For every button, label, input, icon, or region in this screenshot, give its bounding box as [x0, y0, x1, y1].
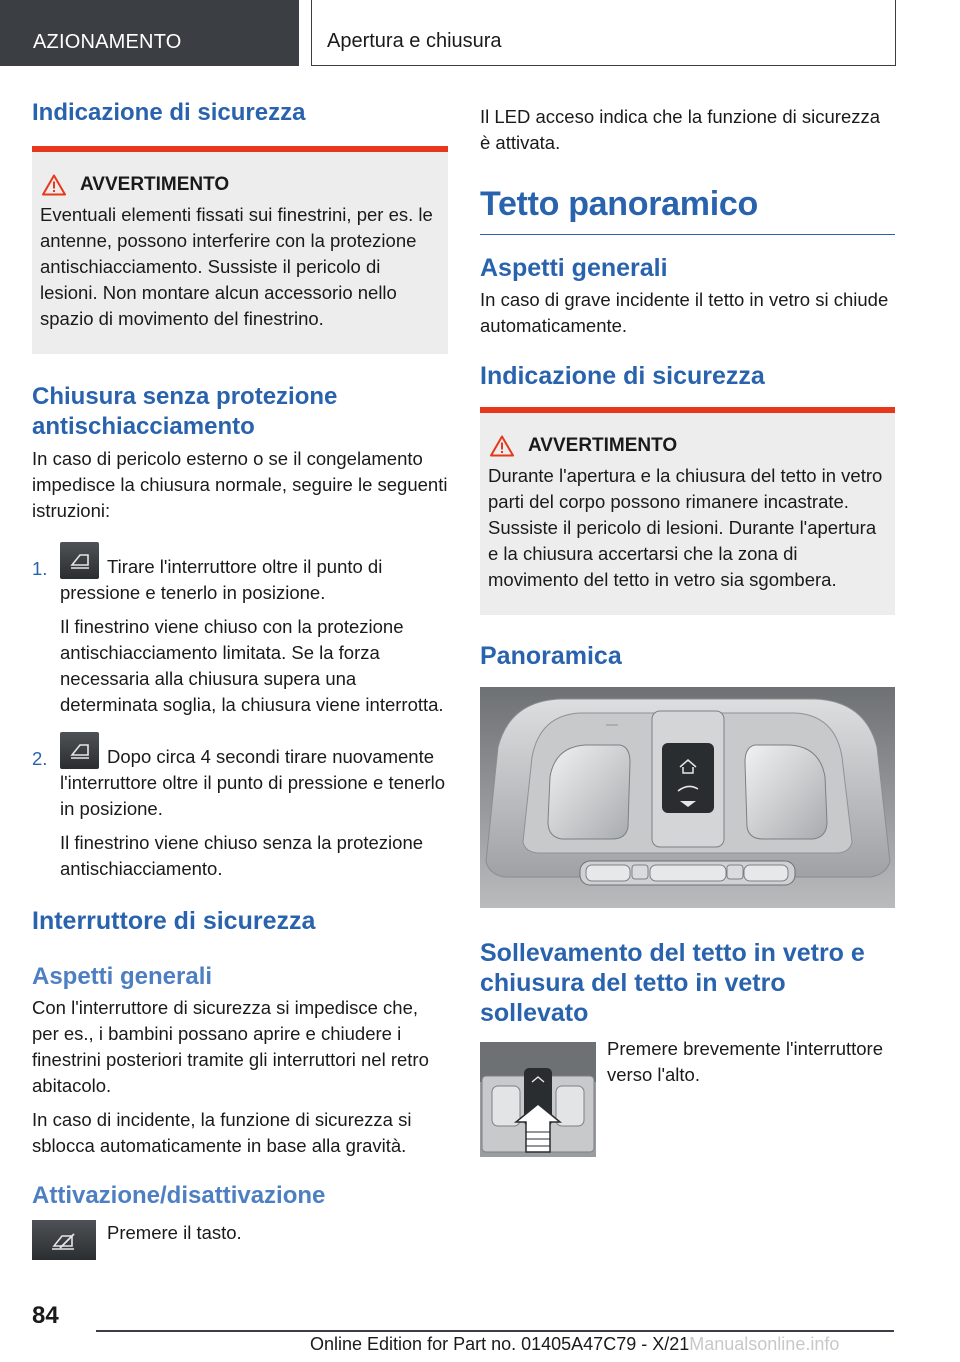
- chapter-tab: [311, 0, 896, 66]
- warning-text: Eventuali elementi fissati sui finestrini, per es. le antenne, possono interferire con la protezione antischiacciamento. Sussiste il pericolo di lesioni. Non montare alcun accessorio nello spazio di movimento del finestrino.: [40, 204, 433, 329]
- heading-attivazione: Attivazione/disattivazione: [32, 1182, 326, 1209]
- heading-tetto: Tetto panoramico: [480, 184, 895, 235]
- roof-console-photo: [480, 687, 895, 908]
- steps-list: [32, 542, 448, 882]
- warning-text: Durante l'apertura e la chiusura del tetto in vetro parti del corpo possono rimanere incastrate. Sussiste il pericolo di lesioni. Durante l'apertura e la chiusura accertarsi che la zona di movimento del tetto in vetro sia sgombera.: [488, 465, 883, 590]
- heading-interruttore: Interruttore di sicurezza: [32, 907, 316, 935]
- page-number: 84: [32, 1302, 59, 1329]
- step-result: Il finestrino viene chiuso senza la protezione antischiacciamento.: [60, 832, 424, 879]
- heading-aspetti: Aspetti generali: [32, 963, 213, 990]
- warning-box: [32, 146, 448, 354]
- window-switch-icon: [60, 732, 99, 769]
- chapter-label: Apertura e chiusura: [327, 30, 502, 52]
- heading-indicazione: Indicazione di sicurezza: [32, 99, 306, 126]
- attivazione-text: Premere il tasto.: [107, 1222, 242, 1243]
- section-label: AZIONAMENTO: [33, 31, 182, 53]
- child-lock-key-icon: [32, 1220, 96, 1260]
- window-switch-icon: [60, 542, 99, 579]
- step-2: [32, 732, 448, 882]
- warning-triangle-icon: [490, 435, 514, 457]
- step-1: [32, 542, 448, 718]
- right-column: [480, 98, 895, 1157]
- attivazione-row: [32, 1220, 448, 1260]
- step-text: Dopo circa 4 secondi tirare nuovamente l'interruttore oltre il punto di pressione e tenerlo in posizione.: [60, 746, 446, 819]
- footer-divider: [96, 1330, 894, 1332]
- warning-box-tetto: [480, 407, 895, 615]
- step-text: Tirare l'interruttore oltre il punto di pressione e tenerlo in posizione.: [60, 556, 383, 603]
- sollevamento-row: [480, 1038, 895, 1157]
- left-column: [32, 98, 448, 1260]
- warning-title-text: AVVERTIMENTO: [80, 174, 230, 195]
- warning-title: [488, 435, 887, 457]
- aspetti-text-1: Con l'interruttore di sicurezza si impedisce che, per es., i bambini possano aprire e chiudere i finestrini posteriori tramite gli interruttori nel retro abitacolo.: [32, 997, 429, 1096]
- footer-edition: [310, 1334, 839, 1355]
- watermark-text: Manualsonline.info: [689, 1334, 840, 1354]
- heading-chiusura: Chiusura senza protezione antischiacciamento: [32, 383, 338, 440]
- warning-title-text: AVVERTIMENTO: [528, 435, 678, 456]
- warning-title: [40, 174, 440, 196]
- heading-sollevamento: Sollevamento del tetto in vetro e chiusura del tetto in vetro sollevato: [480, 939, 865, 1027]
- step-instruction: [60, 542, 448, 606]
- roof-switch-up-photo: [480, 1042, 596, 1157]
- heading-panoramica: Panoramica: [480, 642, 622, 670]
- section-tab: [0, 0, 299, 66]
- aspetti-text-2: In caso di incidente, la funzione di sicurezza si sblocca automaticamente in base alla gravità.: [32, 1109, 412, 1156]
- step-result: Il finestrino viene chiuso con la protezione antischiacciamento limitata. Se la forza necessaria alla chiusura supera una determinata soglia, la chiusura viene interrotta.: [60, 616, 444, 715]
- chiusura-text: In caso di pericolo esterno o se il congelamento impedisce la chiusura normale, seguire le seguenti istruzioni:: [32, 448, 448, 521]
- led-text: Il LED acceso indica che la funzione di sicurezza è attivata.: [480, 106, 881, 153]
- heading-aspetti-tetto: Aspetti generali: [480, 254, 668, 282]
- edition-text: Online Edition for Part no. 01405A47C79 - X/21: [310, 1334, 690, 1354]
- aspetti-tetto-text: In caso di grave incidente il tetto in vetro si chiude automaticamente.: [480, 289, 889, 336]
- step-number: 2.: [32, 748, 48, 769]
- warning-triangle-icon: [42, 174, 66, 196]
- step-instruction: [60, 732, 448, 822]
- sollevamento-text: Premere brevemente l'interruttore verso l'alto.: [607, 1038, 884, 1085]
- step-number: 1.: [32, 558, 48, 579]
- heading-indicazione-tetto: Indicazione di sicurezza: [480, 362, 765, 390]
